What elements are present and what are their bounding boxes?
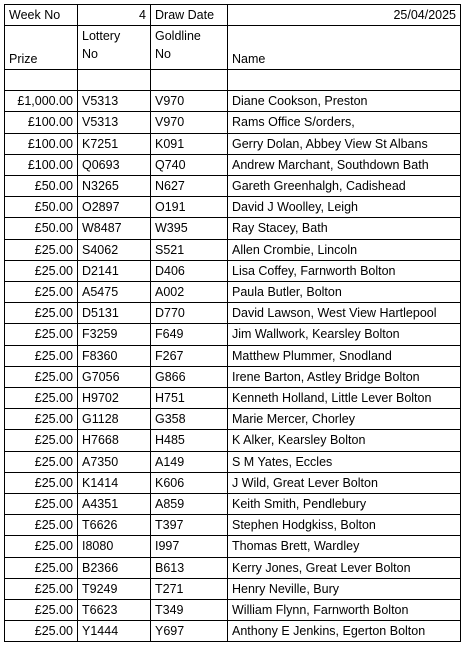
name-cell: Henry Neville, Bury	[228, 578, 461, 599]
prize-cell: £50.00	[5, 218, 78, 239]
name-cell: Lisa Coffey, Farnworth Bolton	[228, 260, 461, 281]
prize-cell: £25.00	[5, 600, 78, 621]
name-header: Name	[228, 26, 461, 70]
prize-cell: £25.00	[5, 515, 78, 536]
lottery-cell: K1414	[78, 472, 151, 493]
name-cell: Thomas Brett, Wardley	[228, 536, 461, 557]
prize-cell: £100.00	[5, 154, 78, 175]
week-value: 4	[78, 5, 151, 26]
goldline-header-line2: No	[155, 47, 171, 62]
prize-cell: £25.00	[5, 536, 78, 557]
table-row	[5, 282, 461, 303]
lottery-cell: K7251	[78, 133, 151, 154]
name-cell: Matthew Plummer, Snodland	[228, 345, 461, 366]
lottery-cell: D2141	[78, 260, 151, 281]
prize-cell: £50.00	[5, 197, 78, 218]
name-cell: Anthony E Jenkins, Egerton Bolton	[228, 621, 461, 642]
goldline-header	[151, 26, 228, 70]
results-sheet	[4, 4, 461, 642]
name-cell: K Alker, Kearsley Bolton	[228, 430, 461, 451]
table-row	[5, 91, 461, 112]
table-row	[5, 409, 461, 430]
goldline-cell: H485	[151, 430, 228, 451]
name-cell: Kerry Jones, Great Lever Bolton	[228, 557, 461, 578]
prize-cell: £25.00	[5, 557, 78, 578]
prize-cell: £25.00	[5, 409, 78, 430]
table-row	[5, 345, 461, 366]
goldline-cell: V970	[151, 91, 228, 112]
name-cell: Ray Stacey, Bath	[228, 218, 461, 239]
prize-cell: £25.00	[5, 282, 78, 303]
goldline-cell: Q740	[151, 154, 228, 175]
name-cell: Paula Butler, Bolton	[228, 282, 461, 303]
table-row	[5, 197, 461, 218]
prize-cell: £25.00	[5, 451, 78, 472]
name-cell: Gerry Dolan, Abbey View St Albans	[228, 133, 461, 154]
lottery-header-line2: No	[82, 47, 98, 62]
goldline-cell: G358	[151, 409, 228, 430]
table-row	[5, 536, 461, 557]
goldline-cell: D406	[151, 260, 228, 281]
goldline-header-line1: Goldline	[155, 29, 201, 44]
goldline-cell: O191	[151, 197, 228, 218]
table-row	[5, 176, 461, 197]
name-cell: David Lawson, West View Hartlepool	[228, 303, 461, 324]
prize-cell: £100.00	[5, 133, 78, 154]
blank-row	[5, 70, 461, 91]
lottery-cell: V5313	[78, 91, 151, 112]
name-cell: Stephen Hodgkiss, Bolton	[228, 515, 461, 536]
draw-date-label: Draw Date	[151, 5, 228, 26]
column-header-row	[5, 26, 461, 70]
name-cell: J Wild, Great Lever Bolton	[228, 472, 461, 493]
prize-cell: £25.00	[5, 260, 78, 281]
prize-cell: £25.00	[5, 239, 78, 260]
name-cell: William Flynn, Farnworth Bolton	[228, 600, 461, 621]
goldline-cell: T271	[151, 578, 228, 599]
goldline-cell: T349	[151, 600, 228, 621]
table-row	[5, 578, 461, 599]
table-row	[5, 133, 461, 154]
header-row	[5, 5, 461, 26]
goldline-cell: K091	[151, 133, 228, 154]
goldline-cell: T397	[151, 515, 228, 536]
lottery-cell: A7350	[78, 451, 151, 472]
goldline-cell: W395	[151, 218, 228, 239]
prize-cell: £1,000.00	[5, 91, 78, 112]
lottery-cell: F3259	[78, 324, 151, 345]
table-row	[5, 112, 461, 133]
lottery-cell: N3265	[78, 176, 151, 197]
table-row	[5, 154, 461, 175]
table-row	[5, 494, 461, 515]
lottery-cell: Q0693	[78, 154, 151, 175]
blank-cell	[151, 70, 228, 91]
goldline-cell: B613	[151, 557, 228, 578]
prize-cell: £100.00	[5, 112, 78, 133]
lottery-cell: H9702	[78, 388, 151, 409]
table-row	[5, 557, 461, 578]
goldline-cell: D770	[151, 303, 228, 324]
lottery-cell: G1128	[78, 409, 151, 430]
lottery-cell: D5131	[78, 303, 151, 324]
prize-cell: £50.00	[5, 176, 78, 197]
goldline-cell: I997	[151, 536, 228, 557]
name-cell: Rams Office S/orders,	[228, 112, 461, 133]
lottery-cell: G7056	[78, 366, 151, 387]
table-row	[5, 388, 461, 409]
goldline-cell: F649	[151, 324, 228, 345]
lottery-header-line1: Lottery	[82, 29, 121, 44]
name-cell: Diane Cookson, Preston	[228, 91, 461, 112]
blank-cell	[228, 70, 461, 91]
goldline-cell: N627	[151, 176, 228, 197]
table-row	[5, 600, 461, 621]
goldline-cell: A002	[151, 282, 228, 303]
goldline-cell: A149	[151, 451, 228, 472]
prize-cell: £25.00	[5, 345, 78, 366]
name-cell: Kenneth Holland, Little Lever Bolton	[228, 388, 461, 409]
goldline-cell: H751	[151, 388, 228, 409]
lottery-cell: A5475	[78, 282, 151, 303]
prize-cell: £25.00	[5, 494, 78, 515]
name-cell: Gareth Greenhalgh, Cadishead	[228, 176, 461, 197]
goldline-cell: A859	[151, 494, 228, 515]
prize-cell: £25.00	[5, 578, 78, 599]
lottery-cell: Y1444	[78, 621, 151, 642]
blank-cell	[5, 70, 78, 91]
table-row	[5, 218, 461, 239]
prize-cell: £25.00	[5, 621, 78, 642]
lottery-cell: B2366	[78, 557, 151, 578]
table-row	[5, 260, 461, 281]
lottery-cell: T9249	[78, 578, 151, 599]
lottery-cell: H7668	[78, 430, 151, 451]
name-cell: Jim Wallwork, Kearsley Bolton	[228, 324, 461, 345]
name-cell: Allen Crombie, Lincoln	[228, 239, 461, 260]
goldline-cell: V970	[151, 112, 228, 133]
goldline-cell: F267	[151, 345, 228, 366]
table-row	[5, 430, 461, 451]
prize-cell: £25.00	[5, 366, 78, 387]
table-row	[5, 472, 461, 493]
goldline-cell: K606	[151, 472, 228, 493]
goldline-cell: Y697	[151, 621, 228, 642]
name-cell: David J Woolley, Leigh	[228, 197, 461, 218]
lottery-header	[78, 26, 151, 70]
table-row	[5, 366, 461, 387]
prize-cell: £25.00	[5, 324, 78, 345]
lottery-cell: F8360	[78, 345, 151, 366]
prize-cell: £25.00	[5, 388, 78, 409]
table-row	[5, 239, 461, 260]
lottery-cell: I8080	[78, 536, 151, 557]
prize-cell: £25.00	[5, 430, 78, 451]
lottery-cell: T6626	[78, 515, 151, 536]
goldline-cell: G866	[151, 366, 228, 387]
lottery-cell: S4062	[78, 239, 151, 260]
lottery-cell: T6623	[78, 600, 151, 621]
lottery-cell: W8487	[78, 218, 151, 239]
name-cell: S M Yates, Eccles	[228, 451, 461, 472]
lottery-cell: O2897	[78, 197, 151, 218]
blank-cell	[78, 70, 151, 91]
name-cell: Andrew Marchant, Southdown Bath	[228, 154, 461, 175]
lottery-cell: A4351	[78, 494, 151, 515]
draw-date-value: 25/04/2025	[228, 5, 461, 26]
prize-header: Prize	[5, 26, 78, 70]
week-label: Week No	[5, 5, 78, 26]
table-row	[5, 451, 461, 472]
prize-cell: £25.00	[5, 472, 78, 493]
table-row	[5, 515, 461, 536]
name-cell: Keith Smith, Pendlebury	[228, 494, 461, 515]
table-row	[5, 303, 461, 324]
results-table	[4, 4, 461, 642]
lottery-cell: V5313	[78, 112, 151, 133]
name-cell: Marie Mercer, Chorley	[228, 409, 461, 430]
table-row	[5, 324, 461, 345]
name-cell: Irene Barton, Astley Bridge Bolton	[228, 366, 461, 387]
table-row	[5, 621, 461, 642]
goldline-cell: S521	[151, 239, 228, 260]
prize-cell: £25.00	[5, 303, 78, 324]
